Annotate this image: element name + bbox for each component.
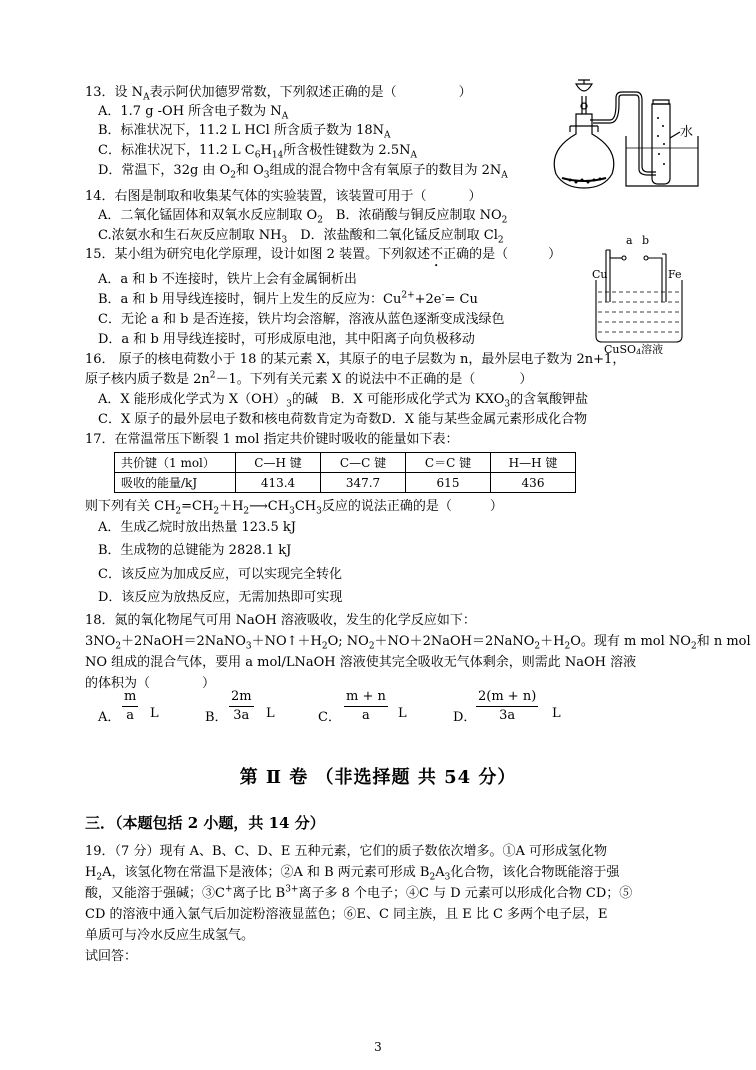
- q13-option-b: B．标准状况下，11.2 L HCl 所含质子数为 $18N_A$: [98, 123, 391, 141]
- electrochem-figure: [592, 232, 692, 354]
- q18-option-b-label: B．: [205, 710, 228, 725]
- table-header-cell: 共价键（1 mol）: [115, 453, 236, 473]
- q18-option-d-fraction: $\frac{2(m + n)}{3a}$: [478, 689, 537, 723]
- q14-stem: 14．右图是制取和收集某气体的实验装置，该装置可用于（ ）: [85, 189, 482, 204]
- q13-option-a: A．1.7 g -OH 所含电子数为 $N_A$: [98, 104, 289, 122]
- q15-option-a: A．a 和 b 不连接时，铁片上会有金属铜析出: [98, 272, 357, 287]
- q19-line5: 单质可与冷水反应生成氢气。: [85, 928, 255, 943]
- q19-line2: $H_2A$，该氢化物在常温下是液体；②A 和 B 两元素可形成 $B_2A_3$化合物，该化合物既能溶于强: [85, 865, 620, 883]
- table-cell: 436: [491, 473, 576, 493]
- q19-line6: 试回答：: [85, 949, 138, 964]
- q18-stem: 18．氮的氧化物尾气可用 NaOH 溶液吸收，发生的化学反应如下：: [85, 613, 476, 628]
- q19-line1: 19．（7 分）现有 A、B、C、D、E 五种元素，它们的质子数依次增多。①A 可形成氢化物: [85, 844, 608, 859]
- terminal-a-label: a: [626, 234, 633, 247]
- part-3-heading: 三．（本题包括 2 小题，共 14 分）: [85, 814, 325, 832]
- q18-option-a-label: A．: [98, 710, 121, 725]
- terminal-b-label: b: [642, 234, 650, 247]
- q17-option-b: B．生成物的总键能为 2828.1 kJ: [98, 543, 292, 558]
- bond-energy-table: [114, 452, 576, 493]
- table-header-row: [115, 453, 576, 473]
- q17-stem: 17．在常温常压下断裂 1 mol 指定共价键时吸收的能量如下表：: [85, 432, 459, 447]
- fe-electrode-label: Fe: [668, 268, 682, 281]
- q17-option-c: C．该反应为加成反应，可以实现完全转化: [98, 567, 342, 582]
- section-2-title: 第 Ⅱ 卷 （非选择题 共 54 分）: [239, 767, 517, 788]
- q16-option-a-b: A．X 能形成化学式为 $X(OH)_3$的碱 B．X 可能形成化学式为 $KXO_3$的含氧酸钾盐: [98, 392, 589, 410]
- q13-option-d: D．常温下，32g 由 $O_2$和 $O_3$组成的混合物中含有氧原子的数目为 $2N_A$: [98, 163, 508, 181]
- q16-line1: 16． 原子的核电荷数小于 18 的某元素 X，其原子的电子层数为 n，最外层电子数为 2n+1，: [85, 352, 626, 367]
- table-cell: 413.4: [236, 473, 321, 493]
- table-cell: 615: [406, 473, 491, 493]
- q19-line3: 酸，又能溶于强碱；③C+离子比 $B^{3+}$离子多 8 个电子；④C 与 D 元素可以形成化合物 CD；⑤: [85, 884, 633, 901]
- q15-stem: 15．某小组为研究电化学原理，设计如图 2 装置。下列叙述不正确的是（ ）: [85, 247, 562, 262]
- table-cell: 347.7: [321, 473, 406, 493]
- page-number: 3: [374, 1040, 382, 1054]
- q16-option-c-d: C．X 原子的最外层电子数和核电荷数肯定为奇数D．X 能与某些金属元素形成化合物: [98, 412, 588, 427]
- q15-option-c: C．无论 a 和 b 是否连接，铁片均会溶解，溶液从蓝色逐渐变成浅绿色: [98, 312, 505, 327]
- table-row: [115, 473, 576, 493]
- q16-line2: 原子核内质子数是 $2n^2-1$。下列有关元素 X 的说法中不正确的是（ ）: [85, 370, 533, 387]
- q15-option-d: D．a 和 b 用导线连接时，可形成原电池，其中阳离子向负极移动: [98, 332, 475, 347]
- q14-option-a-b: A．二氧化锰固体和双氧水反应制取 $O_2$ B．浓硝酸与铜反应制取 $NO_2$: [98, 208, 508, 226]
- q18-option-c-label: C．: [318, 710, 341, 725]
- table-cell: 吸收的能量/kJ: [115, 473, 236, 493]
- q18-option-a-fraction: $\frac{m}{a}$: [124, 689, 137, 723]
- q18-line4: 的体积为（ ）: [85, 676, 216, 691]
- q17-option-d: D．该反应为放热反应，无需加热即可实现: [98, 590, 343, 605]
- q18-option-b-unit: L: [266, 706, 275, 721]
- q18-option-a-unit: L: [150, 706, 159, 721]
- cu-electrode-label: Cu: [592, 268, 608, 281]
- q18-line3: NO 组成的混合气体，要用 a mol/LNaOH 溶液使其完全吸收无气体剩余，则需此 NaOH 溶液: [85, 655, 637, 670]
- table-header-cell: C—C 键: [321, 453, 406, 473]
- q18-option-d-unit: L: [552, 706, 561, 721]
- table-header-cell: H—H 键: [491, 453, 576, 473]
- q18-option-c-fraction: $\frac{m + n}{a}$: [346, 689, 386, 723]
- q17-question: 则下列有关 $CH_2=CH_2+H_2⟶CH_3CH_3$反应的说法正确的是（ ）: [85, 499, 503, 517]
- q18-option-d-label: D．: [453, 710, 477, 725]
- q18-equations: $3NO_2+2NaOH=2NaNO_3+NO↑+H_2O$; $NO_2+NO+2NaOH=2NaNO_2+H_2O$。现有 m mol $NO_2$和 n mol: [85, 634, 751, 652]
- q17-option-a: A．生成乙烷时放出热量 123.5 kJ: [98, 520, 296, 535]
- water-label: 水: [680, 125, 694, 140]
- q18-option-b-fraction: $\frac{2m}{3a}$: [231, 689, 252, 723]
- q14-option-c-d: C.浓氨水和生石灰反应制取 $NH_3$ D．浓盐酸和二氧化锰反应制取 $Cl_2$: [98, 228, 504, 246]
- solution-label: CuSO4溶液: [604, 343, 664, 354]
- q13-stem: 13．设 $N_A$表示阿伏加德罗常数，下列叙述正确的是（ ）: [85, 85, 472, 103]
- q15-option-b: B．a 和 b 用导线连接时，铜片上发生的反应为：$Cu^{2+}+2e^-= Cu$: [98, 290, 478, 307]
- q19-line4: CD 的溶液中通入氯气后加淀粉溶液显蓝色；⑥E、C 同主族，且 E 比 C 多两个电子层，E: [85, 907, 608, 922]
- table-header-cell: C＝C 键: [406, 453, 491, 473]
- q13-option-c: C．标准状况下，11.2 L $C_6H_{14}$所含极性键数为 $2.5N_A$: [98, 143, 417, 161]
- gas-apparatus-figure: [540, 74, 700, 192]
- q18-option-c-unit: L: [398, 706, 407, 721]
- table-header-cell: C—H 键: [236, 453, 321, 473]
